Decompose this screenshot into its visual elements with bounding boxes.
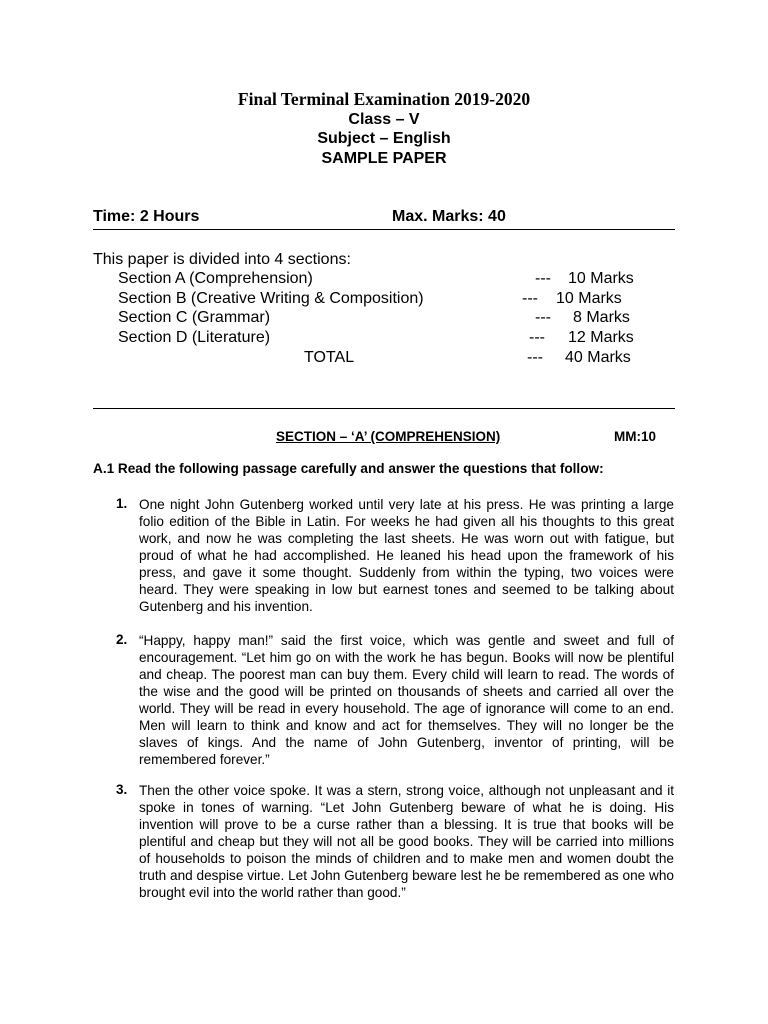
total-dash: --- [527, 349, 543, 366]
paragraph-text: “Happy, happy man!” said the first voice, which was gentle and sweet and full of encouragement. “Let him go on with the work he has begun. Books will now be plentiful and cheap. The poorest man can buy them. Every child will learn to read. The words of the wise and the good will be printed on thousands of sheets and carried all over the world. They will be read in every household. The age of ignorance will come to an end. Men will learn to think and know and act for themselves. They will no longer be the slaves of kings. And the name of John Gutenberg, inventor of printing, will be remembered forever.” [139, 633, 674, 767]
section-divider [93, 408, 675, 409]
section-marks: 12 Marks [568, 329, 634, 346]
exam-title: Final Terminal Examination 2019-2020 [237, 89, 531, 109]
section-marks: 10 Marks [568, 270, 634, 287]
sections-intro: This paper is divided into 4 sections: [93, 251, 351, 268]
paragraph-number: 1. [116, 496, 128, 511]
paragraph-text: Then the other voice spoke. It was a stern, strong voice, although not unpleasant and it spoke in tones of warning. “Let John Gutenberg beware of what he is doing. His invention will prove to be a curse rather than a blessing. It is true that books will be plentiful and cheap but they will not all be good books. They will be carried into millions of households to poison the minds of children and to make men and women doubt the truth and despise virtue. Let John Gutenberg beware lest he be remembered as one who brought evil into the world rather than good.” [139, 783, 674, 900]
total-marks: 40 Marks [565, 349, 631, 366]
section-name: Section B (Creative Writing & Composition) [118, 290, 424, 307]
total-row [0, 349, 768, 369]
section-dash: --- [529, 329, 545, 346]
section-dash: --- [535, 270, 551, 287]
subject-label: Subject – English [317, 130, 451, 147]
section-row-d [0, 329, 768, 349]
paragraph-number: 2. [116, 632, 128, 647]
section-name: Section C (Grammar) [118, 309, 271, 326]
section-row-b [0, 290, 768, 310]
total-label: TOTAL [304, 349, 355, 366]
max-marks-label: Max. Marks: 40 [392, 208, 506, 225]
time-label: Time: 2 Hours [93, 208, 200, 225]
section-name: Section D (Literature) [118, 329, 271, 346]
section-a-heading: SECTION – ‘A’ (COMPREHENSION) [276, 429, 501, 444]
header-divider [93, 229, 675, 230]
paragraph-text: One night John Gutenberg worked until very late at his press. He was printing a large folio edition of the Bible in Latin. For weeks he had given all his thoughts to this great work, and now he was completing the last sheets. He was worn out with fatigue, but proud of what he had accomplished. He leaned his head upon the framework of his press, and gave it some thought. Suddenly from within the typing, two voices were heard. They were speaking in low but earnest tones and seemed to be talking about Gutenberg and his invention. [139, 497, 674, 614]
section-marks: 10 Marks [556, 290, 622, 307]
class-label: Class – V [348, 111, 420, 128]
question-a1: A.1 Read the following passage carefully and answer the questions that follow: [93, 461, 604, 476]
section-a-max-marks: MM:10 [614, 429, 657, 444]
section-dash: --- [522, 290, 538, 307]
section-name: Section A (Comprehension) [118, 270, 313, 287]
section-dash: --- [535, 309, 551, 326]
section-row-a [0, 270, 768, 290]
paper-type-label: SAMPLE PAPER [321, 150, 447, 167]
paragraph-number: 3. [116, 782, 128, 797]
section-marks: 8 Marks [573, 309, 630, 326]
section-row-c [0, 309, 768, 329]
